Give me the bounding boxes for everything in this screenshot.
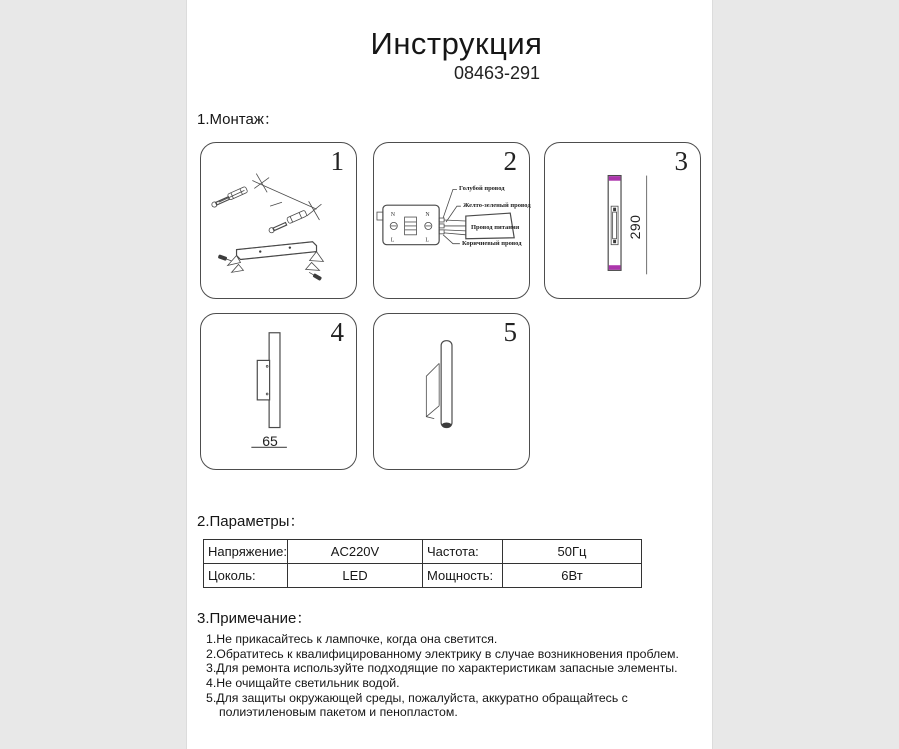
brown-wire-label: Коричневый провод xyxy=(462,240,522,247)
notes-list xyxy=(206,632,706,720)
panel-number-2: 2 xyxy=(503,146,517,176)
terminal-label-n-left: N xyxy=(390,212,396,219)
param-power-value: 6Вт xyxy=(503,564,642,588)
terminal-label-l-right: L xyxy=(425,237,429,244)
terminal-label-l-left: L xyxy=(390,237,395,244)
section-params-heading: 2.Параметры： xyxy=(197,513,305,530)
page-title: Инструкция xyxy=(370,26,543,61)
panel-side-view-step4 xyxy=(200,313,357,470)
param-frequency-value: 50Гц xyxy=(503,540,642,564)
terminal-label-n-right: N xyxy=(425,212,430,219)
table-row xyxy=(204,564,642,588)
panel-number-3: 3 xyxy=(674,146,688,176)
model-number: 08463-291 xyxy=(453,63,541,83)
param-frequency-label: Частота: xyxy=(423,540,503,564)
table-row xyxy=(204,540,642,564)
parameters-table xyxy=(203,539,642,588)
magenta-cap-bottom xyxy=(609,265,621,270)
blue-wire-label: Голубой провод xyxy=(459,185,505,192)
param-socket-label: Цоколь: xyxy=(204,564,288,588)
instruction-page xyxy=(186,0,713,749)
dimension-290: 290 xyxy=(627,214,643,240)
panel-front-view-step3 xyxy=(544,142,701,299)
panel-number-1: 1 xyxy=(330,146,344,176)
note-item-1: 1.Не прикасайтесь к лампочке, когда она светится. xyxy=(206,632,498,646)
power-wire-label: Провод питания xyxy=(471,224,520,231)
note-item-5: 5.Для защиты окружающей среды, пожалуйста, аккуратно обращайтесь с полиэтиленовым пакетом и пенопластом. xyxy=(206,690,628,720)
note-item-4: 4.Не очищайте светильник водой. xyxy=(206,676,400,691)
param-voltage-value: AC220V xyxy=(288,540,423,564)
panel-assembled-step5 xyxy=(373,313,530,470)
note-item-2: 2.Обратитесь к квалифицированному электрику в случае возникновения проблем. xyxy=(206,646,679,661)
section-notes-heading: 3.Примечание： xyxy=(197,610,312,627)
param-socket-value: LED xyxy=(288,564,423,588)
magenta-cap-top xyxy=(609,176,621,181)
param-power-label: Мощность: xyxy=(423,564,503,588)
note-item-3: 3.Для ремонта используйте подходящие по характеристикам запасные элементы. xyxy=(206,661,678,676)
dimension-65: 65 xyxy=(262,433,278,449)
yellow-green-wire-label: Желто-зеленый провод xyxy=(463,202,531,209)
panel-mounting-step1 xyxy=(200,142,357,299)
section-montage-heading: 1.Монтаж： xyxy=(197,111,279,128)
panel-number-5: 5 xyxy=(503,317,517,347)
param-voltage-label: Напряжение: xyxy=(204,540,288,564)
panel-wiring-step2 xyxy=(373,142,530,299)
panel-number-4: 4 xyxy=(330,317,344,347)
